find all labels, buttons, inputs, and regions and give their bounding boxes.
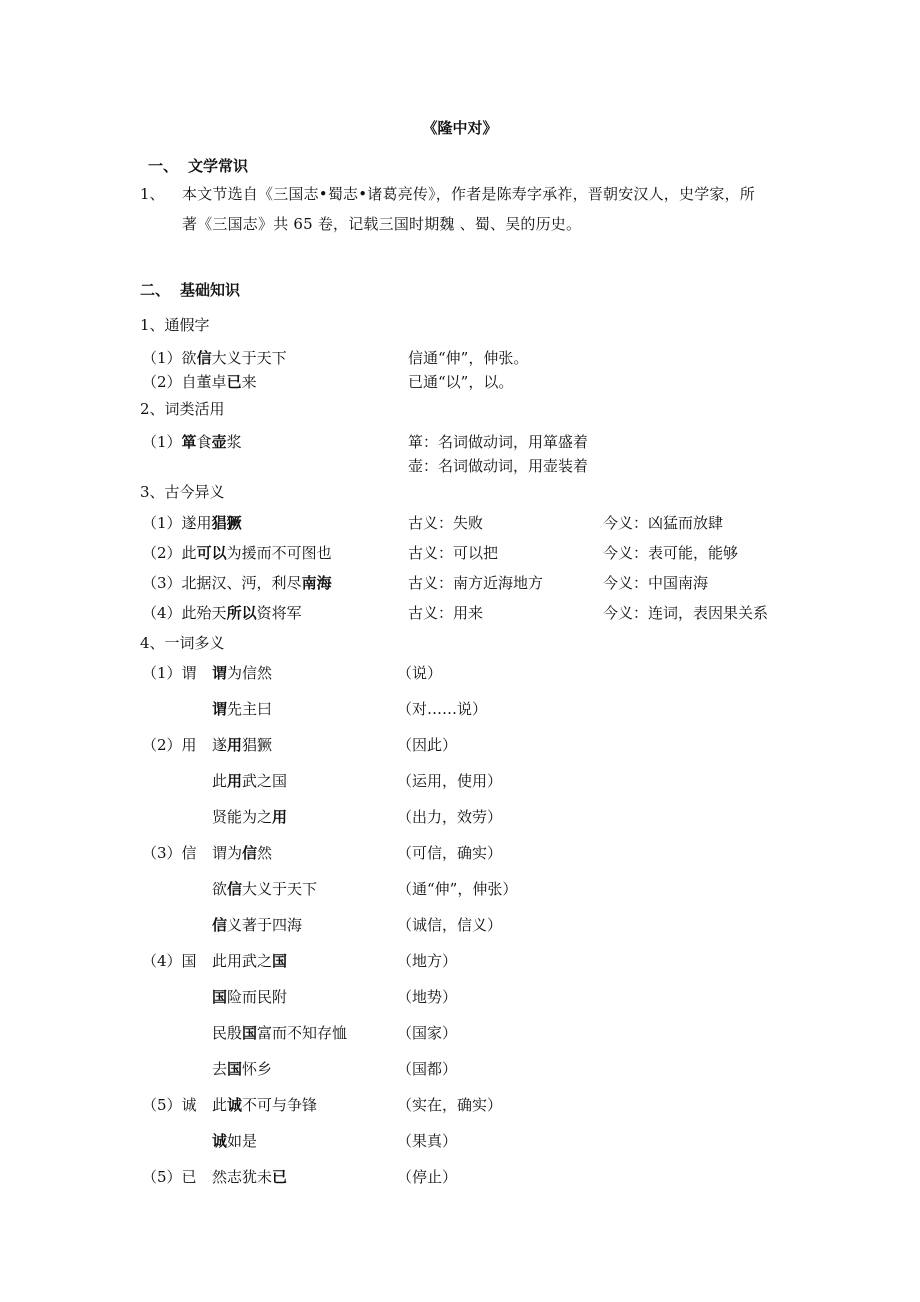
highlighted-word: 国	[272, 952, 288, 970]
example-note: 箪：名词做动词，用箪盛着	[408, 433, 589, 451]
document-title: 《隆中对》	[422, 119, 498, 137]
polysemy-meaning: （因此）	[397, 736, 458, 754]
polysemy-example: 谓为信然	[212, 844, 273, 862]
polysemy-example: 此诚不可与争锋	[212, 1096, 318, 1114]
polysemy-example: 谓先主曰	[212, 700, 273, 718]
polysemy-meaning: （可信，确实）	[397, 844, 503, 862]
polysemy-example: 民殷国富而不知存恤	[212, 1024, 348, 1042]
highlighted-word: 信	[242, 844, 258, 862]
highlighted-word: 壶	[211, 433, 227, 451]
subsection-title: 2、词类活用	[140, 400, 225, 418]
subsection-title: 3、古今异义	[140, 483, 225, 501]
highlighted-word: 南海	[301, 574, 332, 592]
polysemy-index: （5）已	[142, 1168, 197, 1186]
section-heading-basic-knowledge	[140, 280, 240, 300]
polysemy-example: 欲信大义于天下	[212, 880, 318, 898]
example-row: （2）此可以为援而不可图也	[142, 544, 332, 562]
highlighted-word: 谓	[212, 664, 228, 682]
section-title: 文学常识	[188, 157, 249, 175]
modern-meaning: 今义：连词，表因果关系	[603, 604, 769, 622]
polysemy-example: 国险而民附	[212, 988, 288, 1006]
highlighted-word: 用	[227, 772, 243, 790]
modern-meaning: 今义：表可能，能够	[603, 544, 739, 562]
ancient-meaning: 古义：南方近海地方	[408, 574, 544, 592]
polysemy-meaning: （诚信，信义）	[397, 916, 503, 934]
polysemy-example: 此用武之国	[212, 952, 288, 970]
polysemy-index: （2）用	[142, 736, 197, 754]
subsection-title: 4、一词多义	[140, 634, 225, 652]
polysemy-meaning: （出力，效劳）	[397, 808, 503, 826]
polysemy-meaning: （通“伸”，伸张）	[397, 880, 518, 898]
example-row: （1）箪食壶浆	[142, 433, 242, 451]
polysemy-index: （5）诚	[142, 1096, 197, 1114]
highlighted-word: 箪	[181, 433, 197, 451]
example-note: 壶：名词做动词，用壶装着	[408, 457, 589, 475]
paragraph-line: 著《三国志》共 65 卷，记载三国时期魏 、蜀、吴的历史。	[182, 215, 582, 233]
highlighted-word: 可以	[196, 544, 227, 562]
highlighted-word: 诚	[227, 1096, 243, 1114]
polysemy-index: （4）国	[142, 952, 197, 970]
polysemy-example: 信义著于四海	[212, 916, 303, 934]
highlighted-word: 国	[212, 988, 228, 1006]
highlighted-word: 信	[227, 880, 243, 898]
paragraph-line: 本文节选自《三国志•蜀志•诸葛亮传》，作者是陈寿字承祚，晋朝安汉人，史学家，所	[182, 185, 755, 203]
highlighted-word: 已	[226, 373, 242, 391]
paragraph-number: 1、	[140, 185, 165, 203]
modern-meaning: 今义：凶猛而放肆	[603, 514, 724, 532]
highlighted-word: 国	[242, 1024, 258, 1042]
polysemy-example: 去国怀乡	[212, 1060, 273, 1078]
polysemy-index: （1）谓	[142, 664, 197, 682]
highlighted-word: 所以	[226, 604, 257, 622]
polysemy-meaning: （运用，使用）	[397, 772, 503, 790]
polysemy-meaning: （实在，确实）	[397, 1096, 503, 1114]
section-number: 一、	[148, 157, 179, 175]
polysemy-example: 诚如是	[212, 1132, 258, 1150]
highlighted-word: 信	[212, 916, 228, 934]
polysemy-meaning: （地势）	[397, 988, 458, 1006]
highlighted-word: 用	[227, 736, 243, 754]
example-row: （4）此殆天所以资将军	[142, 604, 302, 622]
polysemy-example: 遂用猖獗	[212, 736, 273, 754]
highlighted-word: 信	[196, 349, 212, 367]
example-row: （1）遂用猖獗	[142, 514, 242, 532]
polysemy-meaning: （停止）	[397, 1168, 458, 1186]
highlighted-word: 已	[272, 1168, 288, 1186]
section-heading-literary-knowledge	[148, 156, 248, 176]
polysemy-meaning: （对……说）	[397, 700, 488, 718]
polysemy-meaning: （地方）	[397, 952, 458, 970]
highlighted-word: 谓	[212, 700, 228, 718]
ancient-meaning: 古义：失败	[408, 514, 484, 532]
example-note: 已通“以”，以。	[408, 373, 514, 391]
polysemy-index: （3）信	[142, 844, 197, 862]
ancient-meaning: 古义：用来	[408, 604, 484, 622]
example-row: （1）欲信大义于天下	[142, 349, 287, 367]
highlighted-word: 诚	[212, 1132, 228, 1150]
modern-meaning: 今义：中国南海	[603, 574, 709, 592]
polysemy-meaning: （说）	[397, 664, 443, 682]
section-title: 基础知识	[180, 281, 241, 299]
section-number: 二、	[140, 281, 171, 299]
polysemy-example: 然志犹未已	[212, 1168, 288, 1186]
polysemy-example: 此用武之国	[212, 772, 288, 790]
paragraph-author-info	[140, 184, 790, 234]
highlighted-word: 国	[227, 1060, 243, 1078]
polysemy-meaning: （果真）	[397, 1132, 458, 1150]
polysemy-example: 贤能为之用	[212, 808, 288, 826]
highlighted-word: 用	[272, 808, 288, 826]
polysemy-example: 谓为信然	[212, 664, 273, 682]
subsection-title: 1、通假字	[140, 316, 210, 334]
example-note: 信通“伸”，伸张。	[408, 349, 529, 367]
highlighted-word: 猖獗	[211, 514, 242, 532]
polysemy-meaning: （国家）	[397, 1024, 458, 1042]
example-row: （3）北据汉、沔，利尽南海	[142, 574, 332, 592]
ancient-meaning: 古义：可以把	[408, 544, 499, 562]
example-row: （2）自董卓已来	[142, 373, 257, 391]
polysemy-meaning: （国都）	[397, 1060, 458, 1078]
